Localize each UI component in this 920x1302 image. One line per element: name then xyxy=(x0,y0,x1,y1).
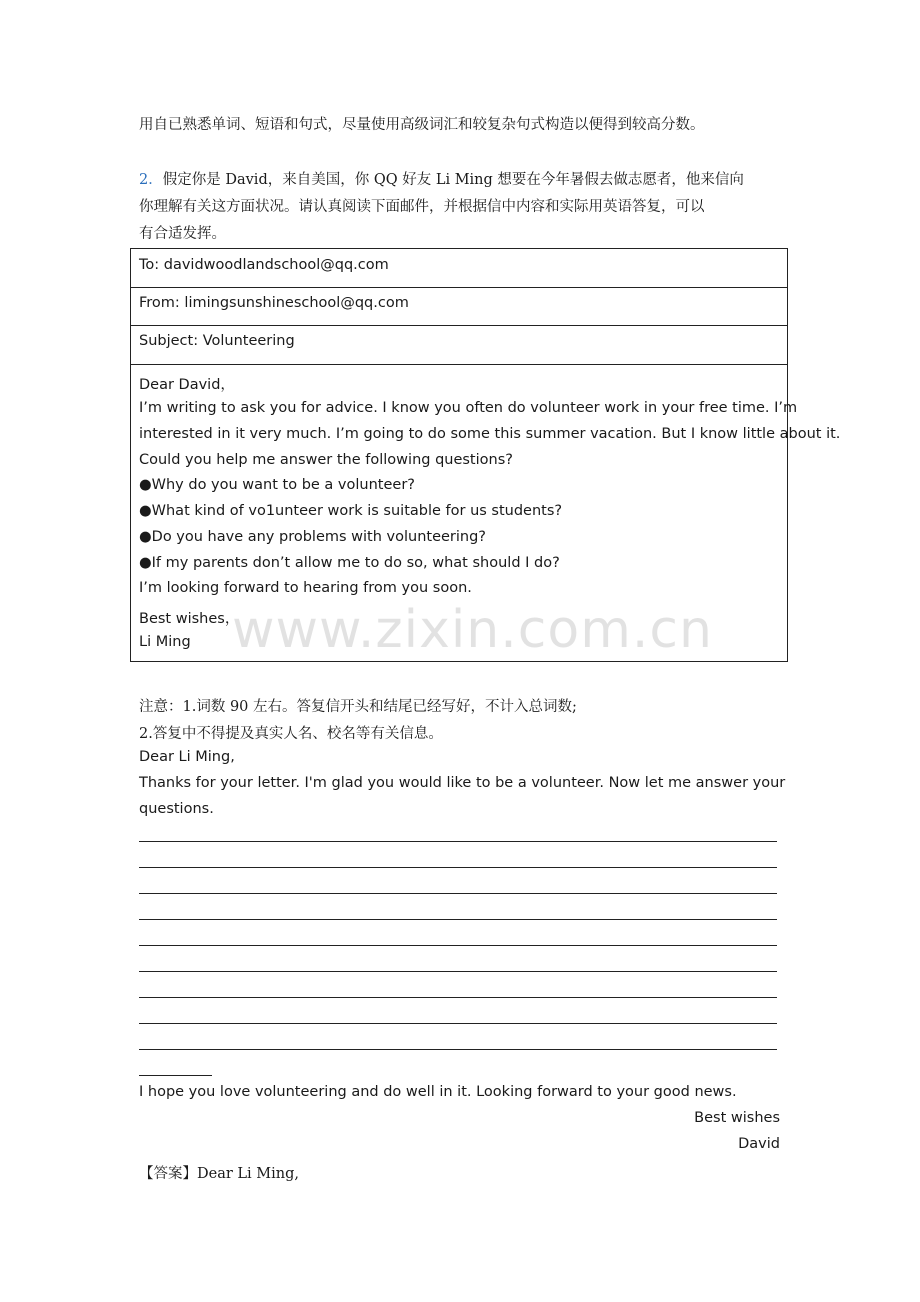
blank-line[interactable] xyxy=(139,971,777,972)
blank-line[interactable] xyxy=(139,893,777,894)
watermark: www.zixin.com.cn xyxy=(232,600,713,660)
email-to-row xyxy=(131,249,787,288)
email-from-row xyxy=(131,287,787,326)
question-line-1 xyxy=(139,168,744,189)
note-line-1: 注意：1.词数 90 左右。答复信开头和结尾已经写好，不计入总词数; xyxy=(139,699,577,715)
email-body-line: Dear David， xyxy=(139,377,235,393)
blank-line[interactable] xyxy=(139,841,777,842)
email-body-line: I’m writing to ask you for advice. I know you often do volunteer work in your free time. I’m xyxy=(139,400,798,416)
note-line-2: 2.答复中不得提及真实人名、校名等有关信息。 xyxy=(139,726,443,742)
reply-greeting: Dear Li Ming, xyxy=(139,749,235,765)
reply-signature: David xyxy=(738,1136,780,1152)
blank-line[interactable] xyxy=(139,997,777,998)
blank-line-short[interactable] xyxy=(139,1075,212,1076)
answer-label: 【答案】Dear Li Ming, xyxy=(139,1166,299,1182)
blank-line[interactable] xyxy=(139,1049,777,1050)
email-body-line: Could you help me answer the following questions? xyxy=(139,452,513,468)
blank-line[interactable] xyxy=(139,867,777,868)
email-bullet-item: ●What kind of vo1unteer work is suitable for us students? xyxy=(139,503,563,519)
question-line-3: 有合适发挥。 xyxy=(139,226,226,242)
reply-line-2: questions. xyxy=(139,801,214,817)
email-to: To: davidwoodlandschool@qq.com xyxy=(139,257,389,273)
question-text-1: 假定你是 David，来自美国，你 QQ 好友 Li Ming 想要在今年暑假去做志愿者，他来信向 xyxy=(162,172,744,188)
reply-sign-off: Best wishes xyxy=(694,1110,780,1126)
email-signature: Li Ming xyxy=(139,634,191,650)
reply-line-1: Thanks for your letter. I'm glad you would like to be a volunteer. Now let me answer your xyxy=(139,775,786,791)
email-subject: Subject: Volunteering xyxy=(139,333,295,349)
email-bullet-item: ●Why do you want to be a volunteer? xyxy=(139,477,415,493)
intro-line: 用自已熟悉单词、短语和句式，尽量使用高级词汇和较复杂句式构造以便得到较高分数。 xyxy=(139,117,705,133)
email-body-line: interested in it very much. I’m going to do some this summer vacation. But I know little about it. xyxy=(139,426,841,442)
email-body-line: I’m looking forward to hearing from you soon. xyxy=(139,580,472,596)
email-sign-off: Best wishes， xyxy=(139,611,240,627)
question-number: 2． xyxy=(139,172,163,188)
blank-line[interactable] xyxy=(139,945,777,946)
question-line-2: 你理解有关这方面状况。请认真阅读下面邮件，并根据信中内容和实际用英语答复，可以 xyxy=(139,199,705,215)
reply-closing-line: I hope you love volunteering and do well in it. Looking forward to your good news. xyxy=(139,1084,737,1100)
blank-line[interactable] xyxy=(139,1023,777,1024)
email-subject-row xyxy=(131,325,787,365)
blank-line[interactable] xyxy=(139,919,777,920)
email-bullet-item: ●If my parents don’t allow me to do so, what should I do? xyxy=(139,555,560,571)
email-bullet-item: ●Do you have any problems with volunteering? xyxy=(139,529,487,545)
email-from: From: limingsunshineschool@qq.com xyxy=(139,295,409,311)
